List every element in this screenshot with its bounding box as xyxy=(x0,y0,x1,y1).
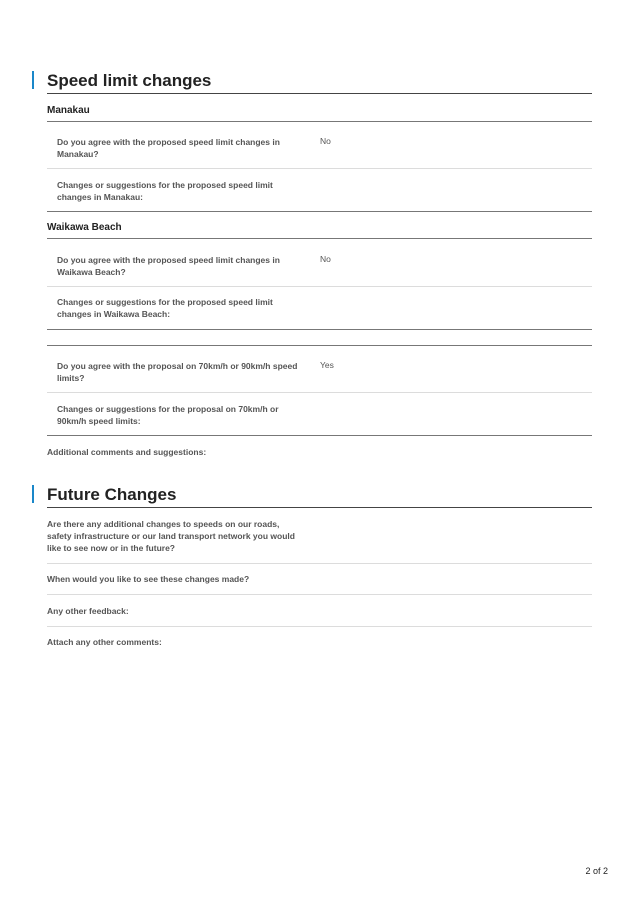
section-title-speed-limit: Speed limit changes xyxy=(47,71,212,90)
section-title-future-changes: Future Changes xyxy=(47,485,177,504)
subsection-divider xyxy=(47,329,592,330)
row-divider xyxy=(47,594,592,595)
answer-waikawa-agree: No xyxy=(320,254,331,264)
subsection-divider xyxy=(47,238,592,239)
answer-manakau-agree: No xyxy=(320,136,331,146)
question-waikawa-changes: Changes or suggestions for the proposed speed limit changes in Waikawa Beach: xyxy=(57,297,273,319)
row-divider xyxy=(47,563,592,564)
question-future-other-feedback: Any other feedback: xyxy=(47,606,129,616)
answer-rural-agree: Yes xyxy=(320,360,334,370)
question-manakau-changes: Changes or suggestions for the proposed speed limit changes in Manakau: xyxy=(57,180,273,202)
subsection-heading-manakau: Manakau xyxy=(47,105,90,116)
row-divider xyxy=(47,392,592,393)
question-future-attach: Attach any other comments: xyxy=(47,637,162,647)
page-number: 2 of 2 xyxy=(585,866,608,876)
question-waikawa-agree: Do you agree with the proposed speed limit changes in Waikawa Beach? xyxy=(57,255,280,277)
subsection-divider xyxy=(47,345,592,346)
section-accent-bar xyxy=(32,485,34,503)
row-divider xyxy=(47,286,592,287)
question-additional-comments: Additional comments and suggestions: xyxy=(47,447,207,457)
section-divider xyxy=(47,93,592,94)
section-divider xyxy=(47,507,592,508)
subsection-divider xyxy=(47,435,592,436)
row-divider xyxy=(47,168,592,169)
question-future-additional-changes: Are there any additional changes to speeds on our roads, safety infrastructure or our land transport network you would like to see now or in the future? xyxy=(47,519,295,553)
row-divider xyxy=(47,626,592,627)
subsection-divider xyxy=(47,211,592,212)
question-manakau-agree: Do you agree with the proposed speed limit changes in Manakau? xyxy=(57,137,280,159)
section-accent-bar xyxy=(32,71,34,89)
question-rural-agree: Do you agree with the proposal on 70km/h or 90km/h speed limits? xyxy=(57,361,298,383)
subsection-divider xyxy=(47,121,592,122)
question-future-when: When would you like to see these changes made? xyxy=(47,574,250,584)
subsection-heading-waikawa: Waikawa Beach xyxy=(47,222,122,233)
question-rural-changes: Changes or suggestions for the proposal on 70km/h or 90km/h speed limits: xyxy=(57,404,279,426)
